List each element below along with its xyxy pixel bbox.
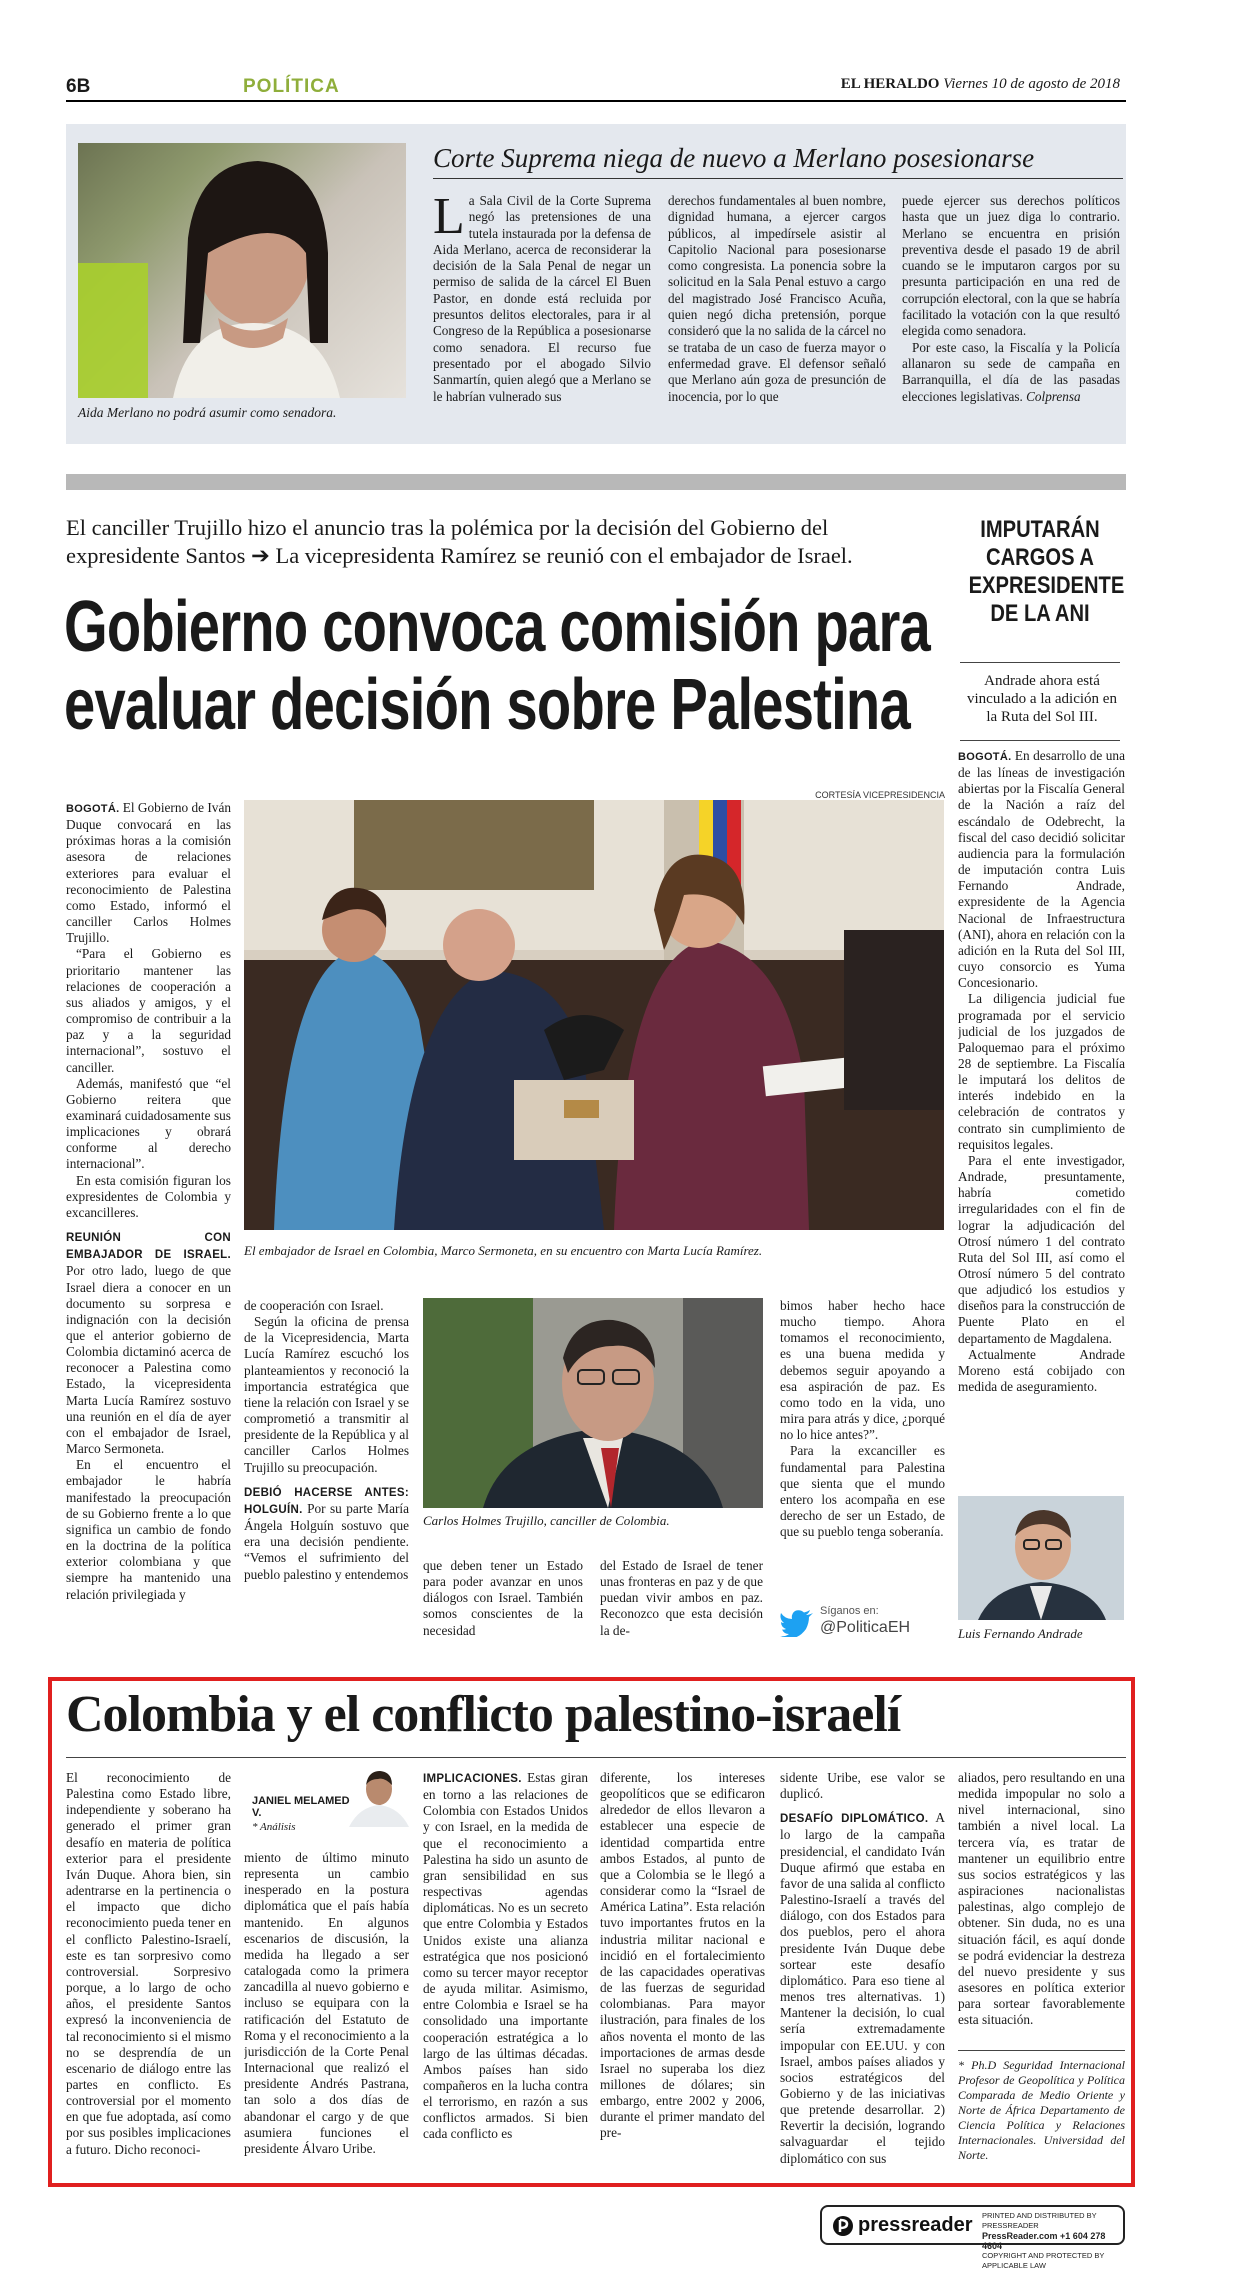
social-handle[interactable]: @PoliticaEH (820, 1619, 911, 1636)
top-story-title-rule (433, 178, 1123, 179)
main-col5-p2: Para la excanciller es fundamental para Palestina que sienta que el mundo entero los acompaña en ese derecho de ser un Estado, de que su pueblo tenga soberanía. (780, 1443, 945, 1540)
opinion-col1 (66, 1770, 231, 2178)
merlano-photo-art (78, 143, 406, 398)
pressreader-line3: COPYRIGHT AND PROTECTED BY APPLICABLE LAW (982, 2251, 1105, 2270)
opinion-col5 (780, 1770, 945, 2178)
newspaper-name: EL HERALDO (840, 76, 940, 92)
kicker-arrow-icon: ➔ (250, 543, 270, 568)
sidebar-dateline: BOGOTÁ. (958, 751, 1012, 763)
main-col2-p3 (244, 1484, 409, 1583)
main-photo-art (244, 800, 944, 1230)
social-follow[interactable] (780, 1605, 950, 1641)
main-col3-text: que deben tener un Estado para poder avanzar en unos diálogos con Israel. También somos conscientes de la necesidad (423, 1558, 583, 1638)
sidebar-headline: IMPUTARÁN CARGOS A EXPRESIDENTE DE LA ANI (968, 516, 1125, 627)
opinion-col6 (958, 1770, 1125, 2035)
opinion-col4 (600, 1770, 765, 2178)
footnote-rule (958, 2050, 1125, 2051)
trujillo-photo-art (423, 1298, 763, 1508)
photo-credit: CORTESÍA VICEPRESIDENCIA (815, 790, 945, 800)
opinion-col4-text: diferente, los intereses geopolíticos que se edificaron alrededor de ellos llevaron a establecer una especie de identidad compartida entre ambos Estados, al punto de que a Colombia se le llegó a considerar como la “Israel de América Latina”. Esta relación tuvo importantes frutos en la industria militar nacional e incidió en el fortalecimiento de las capacidades operativas de las fuerzas de seguridad colombianas. Para mayor ilustración, para finales de los años noventa el monto de las importaciones de armas desde Israel no superaba los diez millones de dólares; sin embargo, entre 2002 y 2006, durante el primer mandato del pre- (600, 1770, 765, 2141)
opinion-col2-text: miento de último minuto representa un cambio inesperado en la postura diplomática que el país había mantenido. En algunos escenarios de discusión, la medida ha llegado a ser catalogada como la primera zancadilla al nuevo gobierno e incluso se equipara con la ratificación del Estatuto de Roma y el reconocimiento a la jurisdicción de la Corte Penal Internacional que realizó el presidente Andrés Pastrana, tan solo a dos días de abandonar el cargo y de que asumiera funciones el presidente Álvaro Uribe. (244, 1850, 409, 2156)
main-col1-p1 (66, 800, 231, 946)
top-story-col1 (433, 193, 651, 428)
top-story-col1-text: a Sala Civil de la Corte Suprema negó las pretensiones de una tutela instaurada por la defensa de Aida Merlano, acerca de reconsiderar la decisión de la Sala Penal de negar un permiso de salida de la cárcel El Buen Pastor, en donde está recluida por presuntos delitos electorales, para ir al Congreso de la República a posesionarse como senadora. El recurso fue presentado por el abogado Silvio Sanmartín, quien alegó que a Merlano se le habrían vulnerado sus (433, 193, 651, 404)
main-photo-caption: El embajador de Israel en Colombia, Marco Sermoneta, en su encuentro con Marta Lucía Ramírez. (244, 1243, 763, 1258)
main-headline-line1: Gobierno convoca comisión para (64, 587, 931, 667)
opinion-headline-rule (66, 1757, 1126, 1758)
header-rule (66, 100, 1126, 102)
pressreader-line2: PressReader.com +1 604 278 4604 (982, 2231, 1106, 2251)
sidebar-p1 (958, 748, 1125, 991)
main-col2-p1: de cooperación con Israel. (244, 1298, 384, 1313)
main-col5-p1: bimos haber hecho hace mucho tiempo. Ahora tomamos el reconocimiento, es una buena medida y debemos seguir apoyando a esa aspiración de paz. Es como todo en la vida, uno mira para atrás y dice, ¿porqué no lo hice antes?”. (780, 1298, 945, 1443)
sidebar-body (958, 748, 1125, 1486)
top-story-col2 (668, 193, 886, 428)
main-col4-text: del Estado de Israel de tener unas fronteras en paz y de que puedan vivir ambos en paz. Reconozco que esta decisión la de- (600, 1558, 763, 1638)
opinion-col1-text: El reconocimiento de Palestina como Estado libre, independiente y soberano ha generado el primer gran desafío en materia de política exterior para el presidente Iván Duque. Ahora bien, sin adentrarse en la pertinencia o el impacto que dicho reconocimiento pueda tener en el conflicto Palestino-Israelí, este es tan sorpresivo como controversial. Sorpresivo porque, a lo largo de ocho años, el presidente Santos expresó la inconveniencia de tal reconocimiento si el mismo no se desprendía de un escenario de diálogo entre las partes en conflicto. Es controversial por el momento en que fue adoptada, así como por sus posibles implicaciones a futuro. Dicho reconoci- (66, 1770, 231, 2157)
drop-cap: L (433, 193, 465, 245)
pressreader-badge[interactable] (820, 2205, 1125, 2270)
main-col1 (66, 800, 231, 1640)
top-story-col3-p2 (902, 340, 1120, 405)
main-col1-p3: Además, manifestó que “el Gobierno reitera que examinará cuidadosamente sus implicaciones y obrará conforme al derecho internacional”. (66, 1075, 231, 1172)
opinion-col6-text: aliados, pero resultando en una medida impopular no solo a nivel internacional, sino también a nivel local. La tercera vía, es tratar de mantener un equilibrio entre sus socios estratégicos y las aspiraciones nacionalistas palestinas, algo complejo de obtener. Sin duda, no es una situación fácil, es aquí donde se podrá evidenciar la destreza del nuevo presidente y sus asesores en política exterior para sortear favorablemente esta situación. (958, 1770, 1125, 2028)
main-col1-p2: “Para el Gobierno es prioritario mantener las relaciones de cooperación a sus aliados y amigos, y el compromiso de contribuir a la paz y a la seguridad internacional”, sostuvo el canciller. (66, 946, 231, 1075)
top-story-col2-text: derechos fundamentales al buen nombre, dignidad humana, a ejercer cargos públicos, al impedírsele asistir al Capitolio Nacional para posesionarse como congresista. La ponencia sobre la solicitud en la Sala Penal estuvo a cargo del magistrado José Francisco Acuña, quien negó dicha pretensión, porque consideró que la no salida de la cárcel no se trataba de un caso de fuerza mayor o enfermedad grave. El defensor señaló que Merlano aún goza de presunción de inocencia, por lo que (668, 193, 886, 404)
top-story-title: Corte Suprema niega de nuevo a Merlano posesionarse (433, 143, 1035, 173)
opinion-subhead-desafio: DESAFÍO DIPLOMÁTICO. (780, 1813, 929, 1826)
opinion-col5-p2 (780, 1810, 945, 2166)
section-label: POLÍTICA (243, 76, 340, 97)
opinion-col3 (423, 1770, 588, 2178)
opinion-col3-text: Estas giran en torno a las relaciones de Colombia con Estados Unidos y con Israel, en la medida de que el reconocimiento a Palestina ha sido un asunto de gran sensibilidad en sus respectivas agendas diplomáticas. No es un secreto que entre Colombia y Estados Unidos existe una alianza estratégica que nos posicionó como su tercer mayor receptor de ayuda militar. Asimismo, entre Colombia e Israel se ha consolidado una importante cooperación estratégica a lo largo de las últimas décadas. Ambos países han sido compañeros en la lucha contra el terrorismo, en razón a sus conflictos armados. Si bien cada conflicto es (423, 1770, 588, 2142)
sidebar-summary: Andrade ahora está vinculado a la adición en la Ruta del Sol III. (967, 673, 1117, 725)
pressreader-brand: pressreader (858, 2214, 973, 2236)
sidebar-rule (960, 662, 1120, 663)
main-col1-p6: En el encuentro el embajador le habría manifestado la preocupación de su Gobierno frente a lo que significa un cambio de fondo en la doctrina de la política exterior colombiana y que siempre ha mantenido una relación privilegiada y (66, 1457, 231, 1602)
main-col5 (780, 1298, 945, 1568)
top-story-col3 (902, 193, 1120, 433)
merlano-photo-caption: Aida Merlano no podrá asumir como senadora. (78, 405, 337, 420)
main-col3 (423, 1558, 583, 1640)
twitter-icon (780, 1609, 814, 1637)
andrade-photo-caption: Luis Fernando Andrade (958, 1626, 1083, 1641)
main-subhead-reunion: REUNIÓN CON EMBAJADOR DE ISRAEL. (66, 1232, 231, 1262)
pressreader-logo-icon (832, 2215, 854, 2237)
main-col1-p5-text: Por otro lado, luego de que Israel diera a conocer en un documento su sorpresa e indignación con la decisión que el anterior gobierno de Colombia dictaminó acerca de reconocer a Palestina como Estado, la vicepresidenta Marta Lucía Ramírez sostuvo una reunión en el día de ayer con el embajador de Israel, Marco Sermoneta. (66, 1263, 231, 1457)
trujillo-photo (423, 1298, 763, 1508)
issue-date: Viernes 10 de agosto de 2018 (943, 76, 1120, 92)
separator-bar (66, 474, 1126, 490)
andrade-photo-art (958, 1496, 1124, 1620)
main-col1-p4: En esta comisión figuran los expresidentes de Colombia y excancilleres. (66, 1172, 231, 1220)
trujillo-photo-caption: Carlos Holmes Trujillo, canciller de Colombia. (423, 1513, 670, 1528)
author-role: * Análisis (252, 1821, 296, 1833)
main-col4 (600, 1558, 763, 1640)
main-dateline: BOGOTÁ. (66, 803, 120, 815)
sidebar-p1-text: En desarrollo de una de las líneas de investigación abiertas por la Fiscalía General de la Nación a raíz del escándalo de Odebrecht, la fiscal del caso decidió solicitar audiencia para la formulación de imputación contra Luis Fernando Andrade, expresidente de la Agencia Nacional de Infraestructura (ANI), ahora en relación con la adición en la Ruta del Sol III, cuyo consorcio es Yuma Concesionario. (958, 748, 1125, 991)
main-col1-p5 (66, 1229, 231, 1457)
sidebar-rule-2 (960, 740, 1120, 741)
top-story-signature: Colprensa (1026, 388, 1081, 404)
top-story-col3-p1: puede ejercer sus derechos políticos hasta que un juez diga lo contrario. Merlano se encuentra en prisión preventiva desde el pasado 19 de abril cuando se le imputaron cargos por su presunta participación en una red de corrupción electoral, con la que se habría facilitado la votación con la que resultó elegida como senadora. (902, 193, 1120, 339)
author-card (244, 1765, 414, 1833)
opinion-col2 (244, 1850, 409, 2178)
main-col2-p3-text: Por su parte María Ángela Holguín sostuvo que era una decisión pendiente. “Vemos el sufrimiento del pueblo palestino y entendemos (244, 1500, 409, 1582)
kicker-part1: El canciller Trujillo hizo el anuncio tras la polémica por la decisión del Gobierno del expresidente Santos (66, 515, 829, 568)
sidebar-p4: Actualmente Andrade Moreno está cobijado con medida de aseguramiento. (958, 1346, 1125, 1395)
author-avatar (344, 1765, 414, 1827)
merlano-photo (78, 143, 406, 398)
pressreader-line1: PRINTED AND DISTRIBUTED BY PRESSREADER (982, 2211, 1097, 2230)
author-name: JANIEL MELAMED V. (252, 1795, 350, 1819)
sidebar-p3: Para el ente investigador, Andrade, presuntamente, habría cometido irregularidades con el fin de lograr la adjudicación del Otrosí número 1 del contrato Ruta del Sol III, así como el Otrosí número 5 del contrato que adjudicó los estudios y diseños para la construcción de Puente Plato en el departamento de Magdalena. (958, 1152, 1125, 1346)
main-headline-line2: evaluar decisión sobre Palestina (64, 665, 910, 745)
kicker-part2: La vicepresidenta Ramírez se reunió con el embajador de Israel. (275, 543, 853, 568)
main-kicker (66, 514, 946, 570)
main-col1-p1-text: El Gobierno de Iván Duque convocará en las próximas horas a la comisión asesora de relaciones exteriores para evaluar el reconocimiento de Palestina como Estado, informó el canciller Carlos Holmes Trujillo. (66, 800, 231, 946)
main-subhead-holguin: DEBIÓ HACERSE ANTES: HOLGUÍN. (244, 1486, 409, 1516)
main-col2 (244, 1298, 409, 1640)
opinion-col5-p2-text: A lo largo de la campaña presidencial, el candidato Iván Duque afirmó que estaba en favor de una salida al conflicto Palestino-Israelí a través del diálogo, con dos Estados para dos pueblos, pero el ahora presidente Iván Duque debe sortear este desafío diplomático. Para eso tiene al menos tres alternativas. 1) Mantener la decisión, lo cual sería extremadamente impopular con EE.UU. y con Israel, ambos países aliados y socios estratégicos del Gobierno y de las iniciativas que pretende desarrollar. 2) Revertir la decisión, logrando salvaguardar el tejido diplomático con sus (780, 1810, 945, 2166)
opinion-subhead-implicaciones: IMPLICACIONES. (423, 1773, 522, 1785)
opinion-footnote: * Ph.D Seguridad Internacional Profesor de Geopolítica y Política Comparada de Medio Oriente y Norte de África Departamento de Ciencia Política y Relaciones Internacionales. Universidad del Norte. (958, 2058, 1125, 2162)
masthead-date (790, 76, 1120, 93)
main-col2-p2: Según la oficina de prensa de la Vicepresidencia, Marta Lucía Ramírez escuchó los planteamientos y reconoció la importancia estratégica que tiene la relación con Israel y se comprometió a transmitir al presidente de la República y al canciller Carlos Holmes Trujillo su preocupación. (244, 1314, 409, 1475)
pressreader-lines (982, 2211, 1122, 2271)
page-number: 6B (66, 76, 91, 97)
top-story-col3-p2-text: Por este caso, la Fiscalía y la Policía allanaron su sede de campaña en Barranquilla, el día de las pasadas elecciones legislativas. (902, 339, 1120, 404)
main-headline (64, 587, 931, 745)
andrade-photo (958, 1496, 1124, 1620)
social-label: Síganos en: (820, 1605, 879, 1617)
opinion-headline: Colombia y el conflicto palestino-israelí (66, 1686, 901, 1743)
main-photo (244, 800, 944, 1230)
sidebar-p2: La diligencia judicial fue programada por el servicio judicial de los juzgados de Paloquemao para el próximo 28 de septiembre. La Fiscalía le imputará los delitos de interés indebido en la celebración de contratos y contrato sin cumplimiento de requisitos legales. (958, 991, 1125, 1152)
opinion-col5-p1: sidente Uribe, ese valor se duplicó. (780, 1770, 945, 1802)
